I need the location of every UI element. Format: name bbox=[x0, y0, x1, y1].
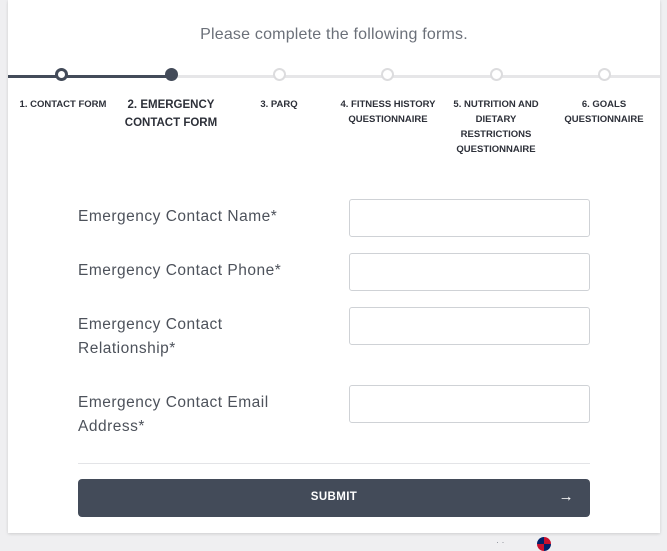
step-6-marker[interactable] bbox=[598, 68, 611, 81]
progress-track-remaining bbox=[172, 75, 660, 78]
emergency-email-label: Emergency Contact Email Address* bbox=[78, 394, 269, 435]
emergency-email-input[interactable] bbox=[349, 385, 590, 423]
step-3-label[interactable]: 3. PARQ bbox=[260, 99, 298, 110]
step-1-marker[interactable] bbox=[55, 68, 68, 81]
emergency-phone-input[interactable] bbox=[349, 253, 590, 291]
step-3-marker[interactable] bbox=[273, 68, 286, 81]
submit-label: SUBMIT bbox=[310, 491, 358, 503]
submit-button[interactable] bbox=[78, 479, 590, 517]
step-6-label[interactable]: 6. GOALS QUESTIONNAIRE bbox=[564, 99, 644, 125]
intro-text: Please complete the following forms. bbox=[200, 26, 468, 43]
emergency-relationship-input[interactable] bbox=[349, 307, 590, 345]
step-5-marker[interactable] bbox=[490, 68, 503, 81]
step-2-marker[interactable] bbox=[165, 68, 178, 81]
emergency-name-input[interactable] bbox=[349, 199, 590, 237]
step-2-label[interactable]: 2. EMERGENCY CONTACT FORM bbox=[124, 99, 218, 129]
emergency-name-label: Emergency Contact Name* bbox=[78, 208, 278, 225]
dots-icon: · · bbox=[496, 537, 505, 547]
form-divider bbox=[78, 463, 590, 464]
emergency-relationship-label: Emergency Contact Relationship* bbox=[78, 316, 223, 357]
emergency-phone-label: Emergency Contact Phone* bbox=[78, 262, 282, 279]
step-4-label[interactable]: 4. FITNESS HISTORY QUESTIONNAIRE bbox=[340, 99, 436, 125]
progress-track-complete bbox=[8, 75, 172, 78]
arrow-right-icon: → bbox=[558, 488, 574, 505]
uk-flag-icon[interactable] bbox=[537, 537, 551, 551]
form-card bbox=[8, 0, 660, 533]
step-5-label[interactable]: 5. NUTRITION AND DIETARY RESTRICTIONS QUESTIONNAIRE bbox=[453, 99, 539, 155]
step-4-marker[interactable] bbox=[381, 68, 394, 81]
step-1-label[interactable]: 1. CONTACT FORM bbox=[19, 99, 107, 110]
